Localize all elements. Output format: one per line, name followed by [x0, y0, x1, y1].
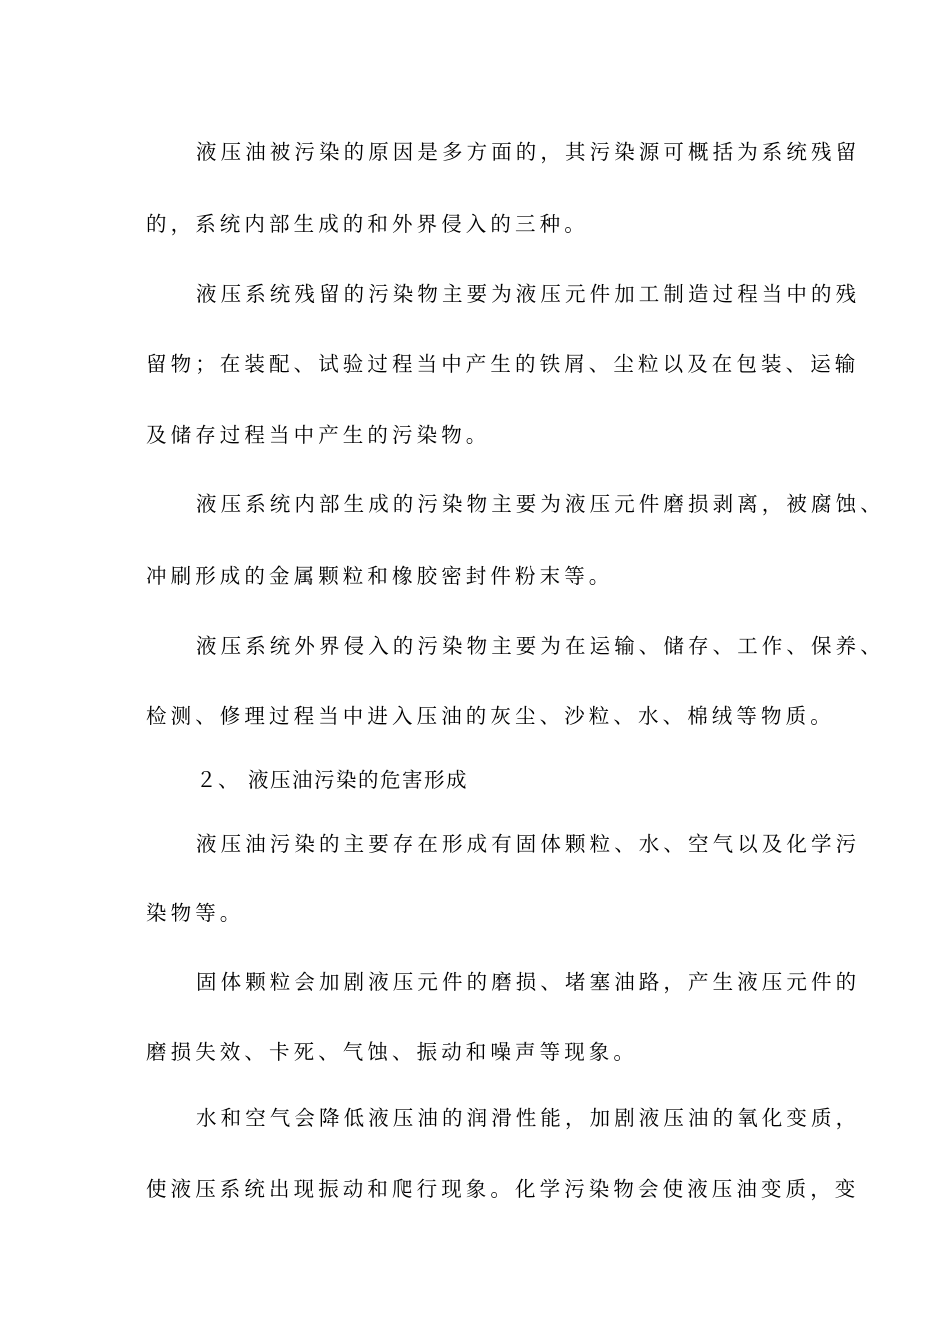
paragraph-line: 的，系统内部生成的和外界侵入的三种。 — [146, 212, 589, 236]
paragraph-line: 留物；在装配、试验过程当中产生的铁屑、尘粒以及在包装、运输 — [146, 352, 860, 376]
paragraph-line: 液压系统残留的污染物主要为液压元件加工制造过程当中的残 — [196, 282, 861, 306]
paragraph-line: 磨损失效、卡死、气蚀、振动和噪声等现象。 — [146, 1040, 638, 1064]
paragraph-line: 液压系统内部生成的污染物主要为液压元件磨损剥离，被腐蚀、 — [196, 492, 885, 516]
paragraph-line: 固体颗粒会加剧液压元件的磨损、堵塞油路，产生液压元件的 — [196, 970, 861, 994]
paragraph-line: 液压油污染的主要存在形成有固体颗粒、水、空气以及化学污 — [196, 832, 861, 856]
paragraph-line: 液压系统外界侵入的污染物主要为在运输、储存、工作、保养、 — [196, 634, 885, 658]
paragraph-line: 检测、修理过程当中进入压油的灰尘、沙粒、水、棉绒等物质。 — [146, 704, 835, 728]
paragraph-line: 染物等。 — [146, 901, 245, 925]
paragraph-line: 液压油被污染的原因是多方面的，其污染源可概括为系统残留 — [196, 140, 861, 164]
paragraph-line: 水和空气会降低液压油的润滑性能，加剧液压油的氧化变质， — [196, 1106, 861, 1130]
paragraph-line: 冲刷形成的金属颗粒和橡胶密封件粉末等。 — [146, 564, 614, 588]
section-heading: ２、 液压油污染的危害形成 — [196, 768, 469, 792]
paragraph-line: 及储存过程当中产生的污染物。 — [146, 423, 491, 447]
paragraph-line: 使液压系统出现振动和爬行现象。化学污染物会使液压油变质，变 — [146, 1177, 860, 1201]
